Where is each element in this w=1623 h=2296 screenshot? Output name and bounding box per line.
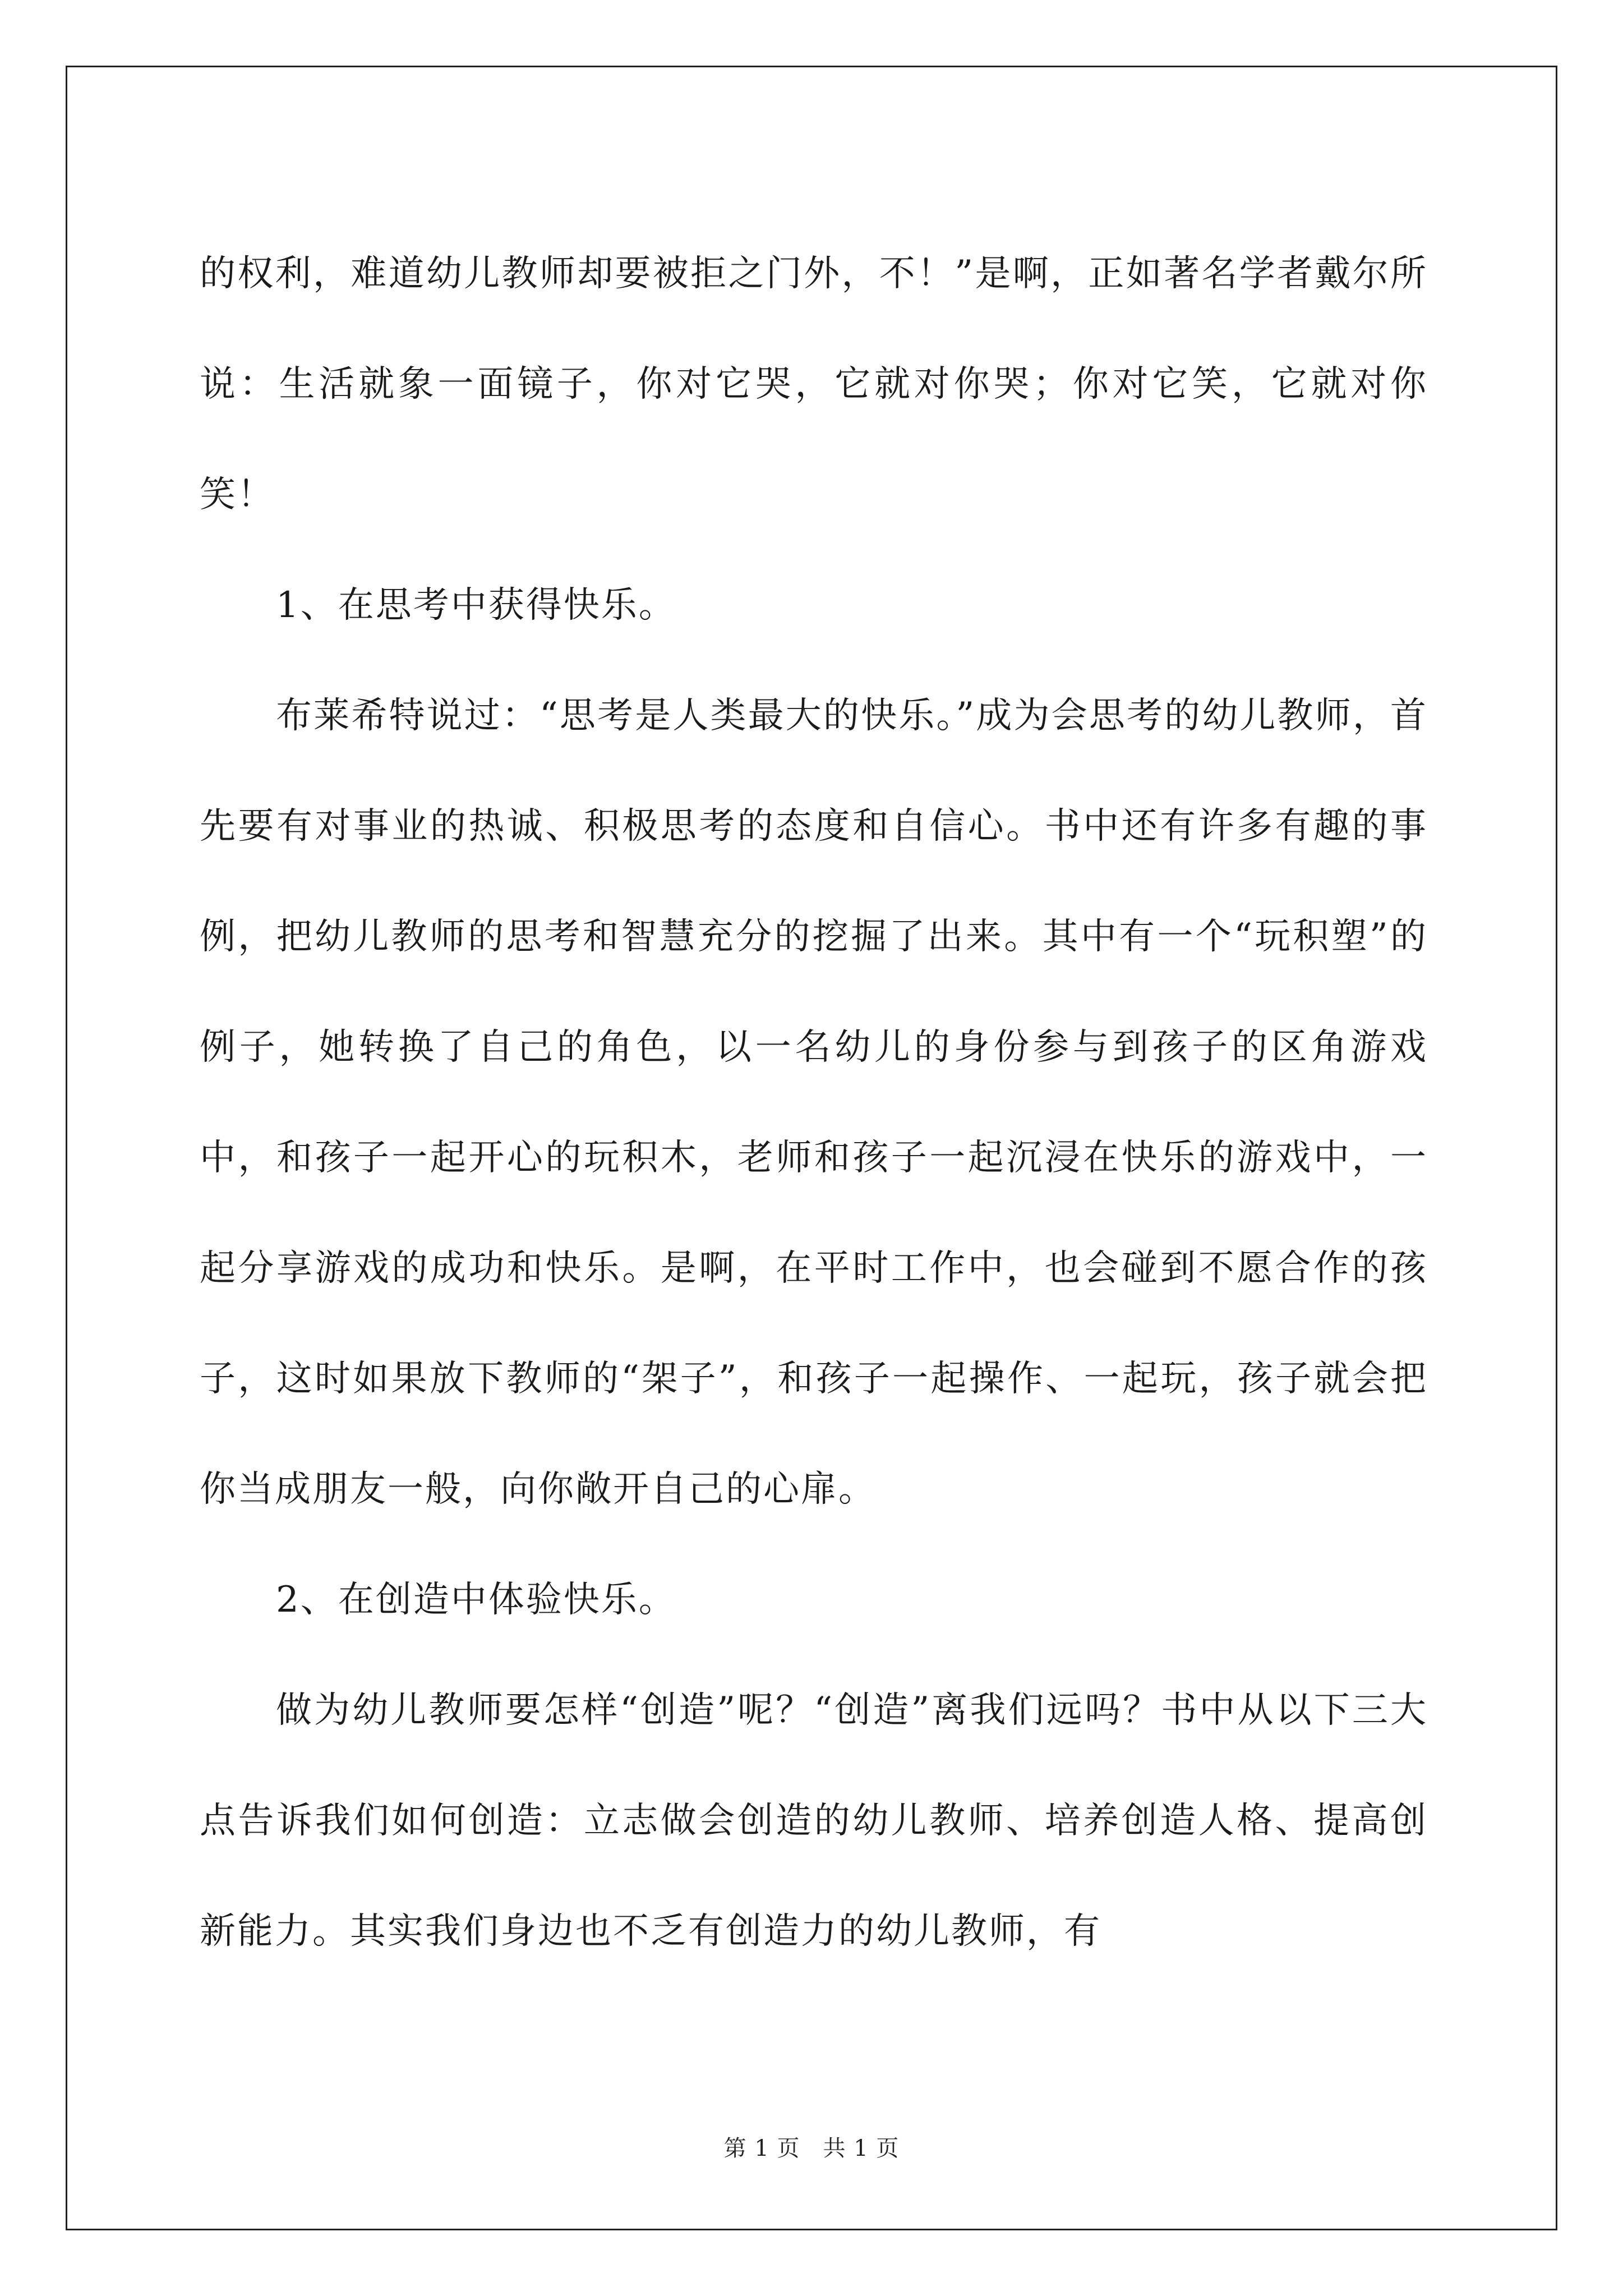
section-heading-thinking: 1、在思考中获得快乐。 (276, 585, 676, 626)
document-body (200, 219, 1428, 1987)
section-heading-creating: 2、在创造中体验快乐。 (276, 1579, 676, 1621)
page-footer: 第 1 页 共 1 页 (723, 2136, 900, 2161)
paragraph-thinking: 布莱希特说过：“思考是人类最大的快乐。”成为会思考的幼儿教师，首先要有对事业的热诚、积极思考的态度和自信心。书中还有许多有趣的事例，把幼儿教师的思考和智慧充分的挖掘了出来。其中有一个“玩积塑”的例子，她转换了自己的角色，以一名幼儿的身份参与到孩子的区角游戏中，和孩子一起开心的玩积木，老师和孩子一起沉浸在快乐的游戏中，一起分享游戏的成功和快乐。是啊，在平时工作中，也会碰到不愿合作的孩子，这时如果放下教师的“架子”，和孩子一起操作、一起玩，孩子就会把你当成朋友一般，向你敞开自己的心扉。 (200, 695, 1428, 1510)
paragraph-creating: 做为幼儿教师要怎样“创造”呢？“创造”离我们远吗？书中从以下三大点告诉我们如何创造：立志做会创造的幼儿教师、培养创造人格、提高创新能力。其实我们身边也不乏有创造力的幼儿教师，有 (200, 1690, 1428, 1952)
paragraph-continuation: 的权利，难道幼儿教师却要被拒之门外，不！”是啊，正如著名学者戴尔所说：生活就象一面镜子，你对它哭，它就对你哭；你对它笑，它就对你笑！ (200, 253, 1428, 516)
